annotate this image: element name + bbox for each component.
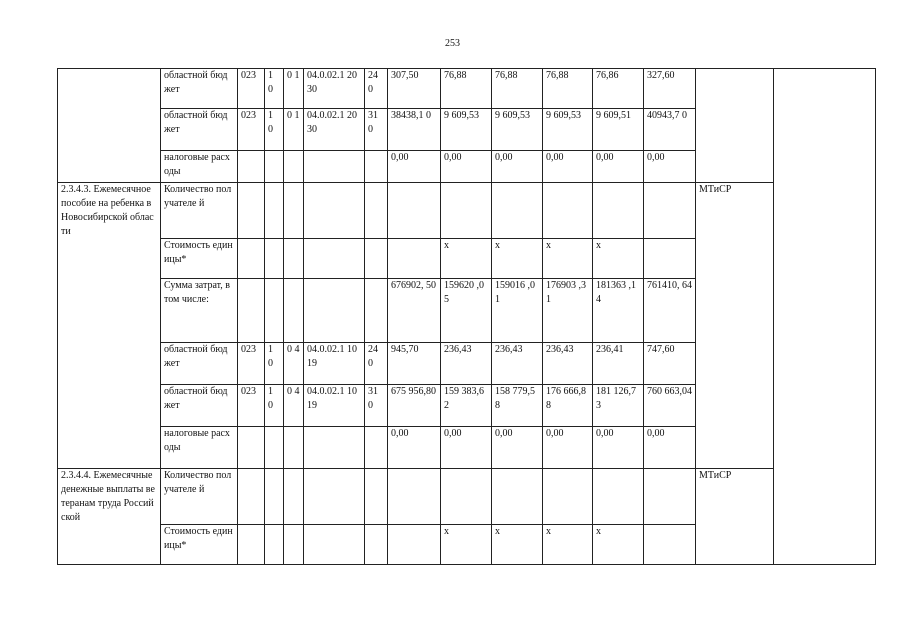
cell-y3: 0,00	[543, 151, 593, 183]
cell-rz: 1 0	[265, 343, 284, 385]
cell-y2: 159016 ,01	[492, 279, 543, 343]
cell-indicator: областной бюджет	[161, 69, 238, 109]
cell-pr	[284, 239, 304, 279]
cell-grbs: 023	[238, 343, 265, 385]
cell-y2: 236,43	[492, 343, 543, 385]
cell-vr: 24 0	[365, 343, 388, 385]
cell-indicator: налоговые расходы	[161, 151, 238, 183]
cell-y1: 236,43	[441, 343, 492, 385]
cell-total	[388, 469, 441, 525]
cell-vr: 31 0	[365, 109, 388, 151]
cell-y5: 40943,7 0	[644, 109, 696, 151]
cell-y4: 0,00	[593, 151, 644, 183]
cell-pr: 0 4	[284, 385, 304, 427]
cell-rz	[265, 427, 284, 469]
cell-rz	[265, 525, 284, 565]
cell-y2: 76,88	[492, 69, 543, 109]
budget-table	[57, 68, 876, 565]
cell-y4: 0,00	[593, 427, 644, 469]
cell-grbs: 023	[238, 109, 265, 151]
table-row	[58, 69, 876, 109]
cell-y3: 176903 ,31	[543, 279, 593, 343]
cell-y1: 0,00	[441, 427, 492, 469]
cell-csr	[304, 183, 365, 239]
cell-indicator: областной бюджет	[161, 109, 238, 151]
cell-y1: 0,00	[441, 151, 492, 183]
cell-y1: 159 383,62	[441, 385, 492, 427]
cell-y4: 181 126,73	[593, 385, 644, 427]
cell-grbs	[238, 469, 265, 525]
cell-y3: 176 666,88	[543, 385, 593, 427]
cell-y5: 747,60	[644, 343, 696, 385]
cell-vr	[365, 279, 388, 343]
cell-y2: 0,00	[492, 151, 543, 183]
cell-grbs	[238, 427, 265, 469]
cell-y5	[644, 469, 696, 525]
cell-grbs: 023	[238, 69, 265, 109]
cell-pr	[284, 525, 304, 565]
cell-y2	[492, 469, 543, 525]
cell-y4: х	[593, 239, 644, 279]
cell-y2: х	[492, 525, 543, 565]
cell-rz: 1 0	[265, 385, 284, 427]
cell-rz	[265, 279, 284, 343]
cell-y1	[441, 183, 492, 239]
cell-y5	[644, 525, 696, 565]
executor-cell: МТиСР	[696, 469, 774, 565]
cell-y1: 9 609,53	[441, 109, 492, 151]
cell-csr	[304, 239, 365, 279]
cell-indicator: налоговые расходы	[161, 427, 238, 469]
cell-y5: 761410, 64	[644, 279, 696, 343]
cell-rz	[265, 183, 284, 239]
cell-total: 0,00	[388, 151, 441, 183]
cell-y3: 76,88	[543, 69, 593, 109]
cell-vr	[365, 239, 388, 279]
cell-pr: 0 4	[284, 343, 304, 385]
notes-column	[774, 69, 876, 565]
cell-y1: 159620 ,05	[441, 279, 492, 343]
program-name-cell: 2.3.4.3. Ежемесячное пособие на ребенка в Новосибирской области	[58, 183, 161, 469]
program-name-cell: 2.3.4.4. Ежемесячные денежные выплаты ветеранам труда Российской	[58, 469, 161, 565]
cell-pr	[284, 183, 304, 239]
table-row	[58, 469, 876, 525]
cell-rz	[265, 151, 284, 183]
cell-pr	[284, 151, 304, 183]
cell-y5: 327,60	[644, 69, 696, 109]
executor-cell	[696, 69, 774, 183]
cell-y2: 158 779,58	[492, 385, 543, 427]
cell-csr	[304, 469, 365, 525]
cell-total: 945,70	[388, 343, 441, 385]
cell-y3: 9 609,53	[543, 109, 593, 151]
cell-grbs	[238, 279, 265, 343]
cell-indicator: Количество получателе й	[161, 469, 238, 525]
cell-indicator: Сумма затрат, в том числе:	[161, 279, 238, 343]
cell-indicator: Стоимость единицы*	[161, 239, 238, 279]
cell-csr: 04.0.02.1 1019	[304, 343, 365, 385]
cell-y4: 236,41	[593, 343, 644, 385]
cell-y2	[492, 183, 543, 239]
cell-csr: 04.0.02.1 2030	[304, 69, 365, 109]
cell-vr	[365, 151, 388, 183]
cell-y5: 0,00	[644, 151, 696, 183]
cell-csr	[304, 279, 365, 343]
cell-y5	[644, 239, 696, 279]
cell-total: 0,00	[388, 427, 441, 469]
cell-vr	[365, 183, 388, 239]
cell-total: 38438,1 0	[388, 109, 441, 151]
cell-pr: 0 1	[284, 109, 304, 151]
cell-pr	[284, 427, 304, 469]
cell-rz: 1 0	[265, 69, 284, 109]
cell-y3: х	[543, 239, 593, 279]
executor-cell: МТиСР	[696, 183, 774, 469]
cell-indicator: Количество получателе й	[161, 183, 238, 239]
cell-vr	[365, 469, 388, 525]
cell-total	[388, 183, 441, 239]
cell-y4	[593, 469, 644, 525]
cell-csr: 04.0.02.1 2030	[304, 109, 365, 151]
cell-vr: 24 0	[365, 69, 388, 109]
cell-grbs	[238, 525, 265, 565]
cell-total	[388, 239, 441, 279]
cell-csr: 04.0.02.1 1019	[304, 385, 365, 427]
cell-indicator: областной бюджет	[161, 385, 238, 427]
cell-rz: 1 0	[265, 109, 284, 151]
cell-vr: 31 0	[365, 385, 388, 427]
cell-csr	[304, 525, 365, 565]
cell-y3: 236,43	[543, 343, 593, 385]
cell-y2: 0,00	[492, 427, 543, 469]
cell-y3: 0,00	[543, 427, 593, 469]
cell-grbs	[238, 239, 265, 279]
cell-y4	[593, 183, 644, 239]
cell-pr	[284, 469, 304, 525]
cell-grbs	[238, 183, 265, 239]
cell-csr	[304, 427, 365, 469]
cell-y1: 76,88	[441, 69, 492, 109]
cell-y2: 9 609,53	[492, 109, 543, 151]
cell-y1: х	[441, 525, 492, 565]
cell-y3	[543, 183, 593, 239]
cell-y4: 181363 ,14	[593, 279, 644, 343]
cell-pr	[284, 279, 304, 343]
cell-vr	[365, 525, 388, 565]
cell-total: 676902, 50	[388, 279, 441, 343]
cell-rz	[265, 239, 284, 279]
program-name-cell	[58, 69, 161, 183]
cell-indicator: Стоимость единицы*	[161, 525, 238, 565]
cell-y3: х	[543, 525, 593, 565]
table-row	[58, 183, 876, 239]
cell-indicator: областной бюджет	[161, 343, 238, 385]
cell-csr	[304, 151, 365, 183]
cell-y4: х	[593, 525, 644, 565]
cell-grbs	[238, 151, 265, 183]
cell-y2: х	[492, 239, 543, 279]
cell-pr: 0 1	[284, 69, 304, 109]
cell-vr	[365, 427, 388, 469]
cell-y4: 9 609,51	[593, 109, 644, 151]
cell-grbs: 023	[238, 385, 265, 427]
cell-y1	[441, 469, 492, 525]
cell-total: 307,50	[388, 69, 441, 109]
page-number: 253	[445, 38, 460, 49]
cell-y3	[543, 469, 593, 525]
cell-y1: х	[441, 239, 492, 279]
cell-y5	[644, 183, 696, 239]
cell-y5: 0,00	[644, 427, 696, 469]
cell-total	[388, 525, 441, 565]
cell-y4: 76,86	[593, 69, 644, 109]
cell-rz	[265, 469, 284, 525]
cell-y5: 760 663,04	[644, 385, 696, 427]
cell-total: 675 956,80	[388, 385, 441, 427]
